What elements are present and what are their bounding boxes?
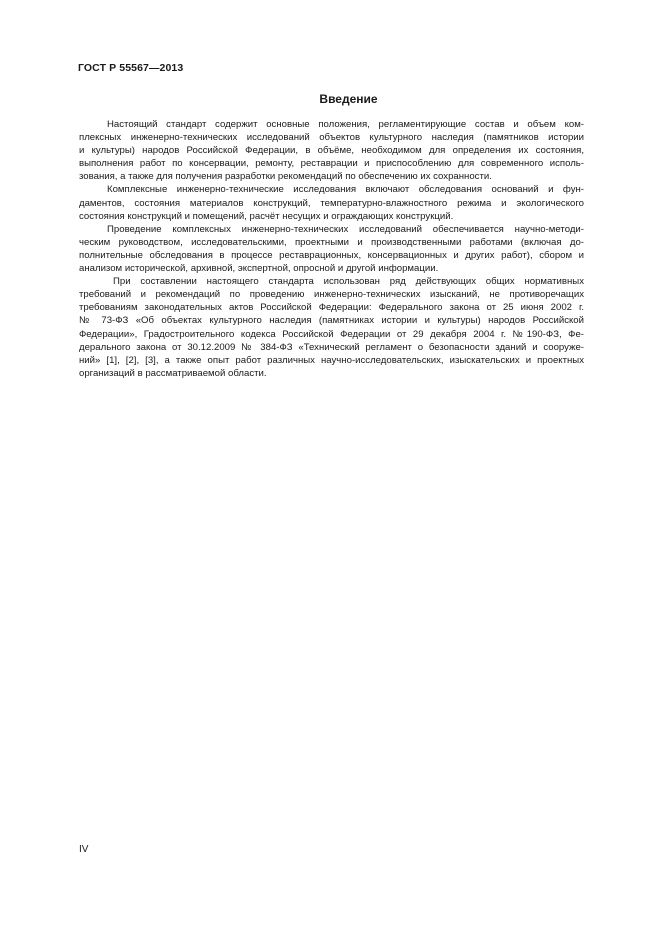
- text-line: полнительные обследования в процессе реставрационных, консервационных и других работ), сбором и: [79, 249, 584, 261]
- text-line: При составлении настоящего стандарта использован ряд действующих общих нормативных: [113, 276, 584, 288]
- text-line: дерального закона от 30.12.2009 № 384-ФЗ «Технический регламент о безопасности зданий и сооруже-: [79, 341, 584, 353]
- text-line: организаций в рассматриваемой области.: [79, 367, 267, 379]
- text-line: плексных инженерно-технических исследований объектов культурного наследия (памятников истории: [79, 132, 584, 144]
- page-number: IV: [79, 844, 89, 855]
- section-title: Введение: [319, 92, 378, 106]
- text-line: выполнения работ по консервации, ремонту, реставрации и приспособлению для современного исполь-: [79, 158, 584, 170]
- text-line: № 73-ФЗ «Об объектах культурного наследия (памятниках истории и культуры) народов Российской: [79, 315, 584, 327]
- text-line: зования, а также для получения разработки рекомендаций по обеспечению их сохранности.: [79, 171, 492, 183]
- text-line: требований и рекомендаций по проведению инженерно-технических изысканий, не противоречащих: [79, 289, 584, 301]
- text-line: даментов, состояния материалов конструкций, температурно-влажностного режима и экологического: [79, 197, 584, 209]
- text-line: Настоящий стандарт содержит основные положения, регламентирующие состав и объем ком-: [107, 119, 584, 130]
- text-line: Комплексные инженерно-технические исследования включают обследования оснований и фун-: [107, 184, 584, 196]
- paragraph-methods: [79, 223, 584, 275]
- text-line: и культуры) народов Российской Федерации, в объёме, необходимом для определения их состояния,: [79, 145, 584, 157]
- paragraph-intro: [79, 118, 584, 183]
- paragraph-references: [79, 275, 584, 380]
- text-line: Федерации», Градостроительного кодекса Российской Федерации от 29 декабря 2004 г. №190-ФЗ, Фе-: [79, 328, 584, 340]
- paragraph-scope: [79, 183, 584, 222]
- document-code: ГОСТ Р 55567—2013: [78, 62, 184, 74]
- document-body: [79, 118, 584, 380]
- text-line: ний» [1], [2], [3], а также опыт работ различных научно-исследовательских, изыскательских и проектных: [79, 354, 584, 366]
- text-line: состояния конструкций и помещений, расчёт несущих и ограждающих конструкций.: [79, 210, 454, 222]
- text-line: Проведение комплексных инженерно-технических исследований обеспечивается научно-методи-: [107, 223, 584, 235]
- text-line: ческим руководством, исследовательскими, проектными и производственными работами (включая до-: [79, 236, 584, 248]
- text-line: анализом исторической, архивной, экспертной, опросной и другой информации.: [79, 263, 439, 275]
- text-line: требованиям законодательных актов Российской Федерации: Федерального закона от 25 июня 2002 г.: [79, 302, 584, 314]
